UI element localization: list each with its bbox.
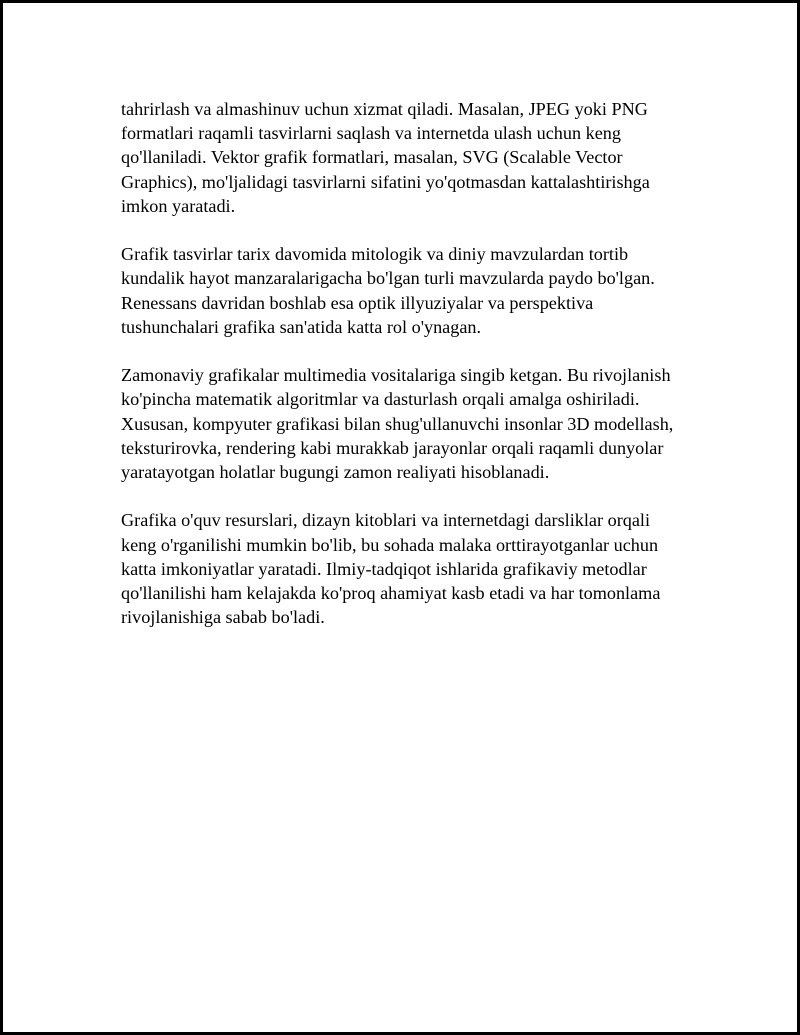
text-line: formatlari raqamli tasvirlarni saqlash va internetda ulash uchun keng [121, 123, 621, 144]
text-line: Zamonaviy grafikalar multimedia vositalariga singib ketgan. Bu rivojlanish [121, 365, 671, 386]
document-body [121, 97, 691, 654]
text-line: Graphics), mo'ljalidagi tasvirlarni sifatini yo'qotmasdan kattalashtirishga [121, 171, 650, 192]
text-line: katta imkoniyatlar yaratadi. Ilmiy-tadqiqot ishlarida grafikaviy metodlar [121, 558, 647, 579]
text-line: tahrirlash va almashinuv uchun xizmat qiladi. Masalan, JPEG yoki PNG [121, 99, 648, 119]
paragraph-1 [121, 97, 691, 218]
paragraph-2 [121, 242, 691, 339]
text-line: imkon yaratadi. [121, 195, 236, 216]
text-line: qo'llanilishi ham kelajakda ko'proq ahamiyat kasb etadi va har tomonlama [121, 583, 661, 604]
text-line: Grafik tasvirlar tarix davomida mitologik va diniy mavzulardan tortib [121, 244, 629, 265]
paragraph-4 [121, 508, 691, 629]
text-line: rivojlanishiga sabab bo'ladi. [121, 607, 325, 628]
text-line: qo'llaniladi. Vektor grafik formatlari, masalan, SVG (Scalable Vector [121, 147, 623, 168]
text-line: Xususan, kompyuter grafikasi bilan shug'ullanuvchi insonlar 3D modellash, [121, 413, 674, 434]
text-line: ko'pincha matematik algoritmlar va dasturlash orqali amalga oshiriladi. [121, 389, 640, 410]
text-line: yaratayotgan holatlar bugungi zamon realiyati hisoblanadi. [121, 462, 550, 483]
text-line: Renessans davridan boshlab esa optik illyuziyalar va perspektiva [121, 292, 594, 313]
text-line: keng o'rganilishi mumkin bo'lib, bu sohada malaka orttirayotganlar uchun [121, 534, 659, 555]
paragraph-3 [121, 363, 691, 484]
text-line: Grafika o'quv resurslari, dizayn kitoblari va internetdagi darsliklar orqali [121, 510, 651, 531]
text-line: tushunchalari grafika san'atida katta rol o'ynagan. [121, 316, 482, 337]
text-line: kundalik hayot manzaralarigacha bo'lgan turli mavzularda paydo bo'lgan. [121, 268, 655, 289]
text-line: teksturirovka, rendering kabi murakkab jarayonlar orqali raqamli dunyolar [121, 437, 664, 458]
